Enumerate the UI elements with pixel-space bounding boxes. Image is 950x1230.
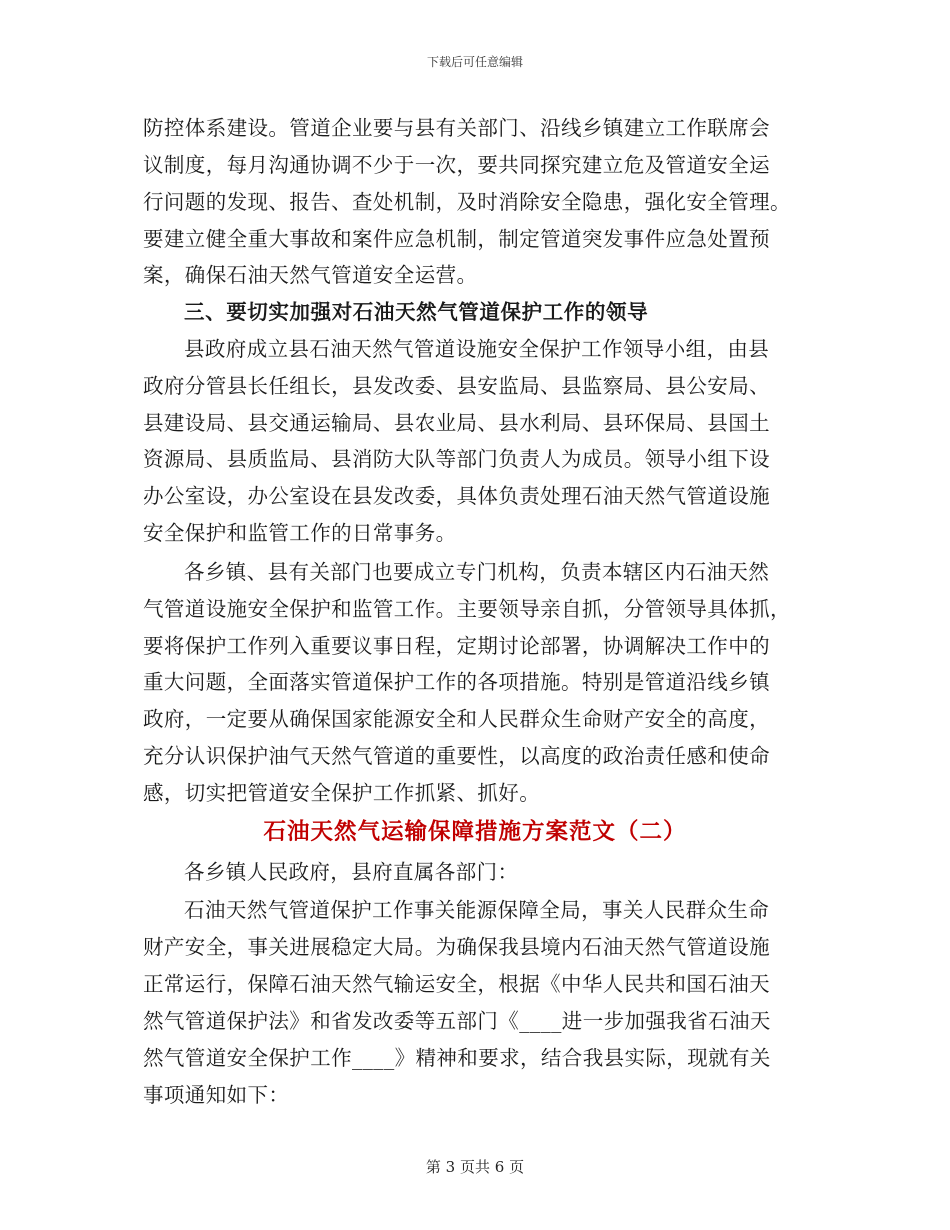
section-heading: 三、要切实加强对石油天然气管道保护工作的领导 [184, 300, 649, 324]
body-line: 正常运行，保障石油天然气输运安全，根据《中华人民共和国石油天 [143, 972, 770, 996]
body-line: 然气管道保护法》和省发改委等五部门《____进一步加强我省石油天 [143, 1009, 771, 1033]
body-line: 事项通知如下： [143, 1083, 290, 1107]
body-line: 要建立健全重大事故和案件应急机制，制定管道突发事件应急处置预 [143, 227, 770, 251]
body-line: 政府，一定要从确保国家能源安全和人民群众生命财产安全的高度， [143, 707, 770, 731]
body-line: 议制度，每月沟通协调不少于一次，要共同探究建立危及管道安全运 [143, 153, 770, 177]
body-line: 政府分管县长任组长，县发改委、县安监局、县监察局、县公安局、 [143, 374, 770, 398]
page-footer: 第 3 页共 6 页 [425, 1158, 525, 1176]
body-line: 财产安全，事关进展稳定大局。为确保我县境内石油天然气管道设施 [143, 935, 770, 959]
body-line: 安全保护和监管工作的日常事务。 [143, 521, 457, 545]
body-line: 充分认识保护油气天然气管道的重要性，以高度的政治责任感和使命 [143, 744, 770, 768]
body-line: 县建设局、县交通运输局、县农业局、县水利局、县环保局、县国土 [143, 411, 770, 435]
body-line: 重大问题，全面落实管道保护工作的各项措施。特别是管道沿线乡镇 [143, 670, 770, 694]
body-line: 然气管道安全保护工作____》精神和要求，结合我县实际，现就有关 [143, 1046, 771, 1070]
body-line: 气管道设施安全保护和监管工作。主要领导亲自抓，分管领导具体抓， [143, 597, 791, 621]
body-line: 防控体系建设。管道企业要与县有关部门、沿线乡镇建立工作联席会 [143, 116, 770, 140]
body-line: 县政府成立县石油天然气管道设施安全保护工作领导小组，由县 [184, 337, 770, 361]
page-header: 下载后可任意编辑 [426, 55, 523, 69]
body-line: 案，确保石油天然气管道安全运营。 [143, 263, 478, 287]
body-line: 办公室设，办公室设在县发改委，具体负责处理石油天然气管道设施 [143, 484, 770, 508]
body-line: 各乡镇人民政府，县府直属各部门： [184, 860, 519, 884]
body-line: 要将保护工作列入重要议事日程，定期讨论部署，协调解决工作中的 [143, 634, 770, 658]
body-line: 资源局、县质监局、县消防大队等部门负责人为成员。领导小组下设 [143, 447, 770, 471]
body-line: 石油天然气管道保护工作事关能源保障全局，事关人民群众生命 [184, 898, 770, 922]
body-line: 各乡镇、县有关部门也要成立专门机构，负责本辖区内石油天然 [184, 560, 770, 584]
body-line: 行问题的发现、报告、查处机制，及时消除安全隐患，强化安全管理。 [143, 190, 791, 214]
body-line: 感，切实把管道安全保护工作抓紧、抓好。 [143, 781, 541, 805]
section-title: 石油天然气运输保障措施方案范文（二） [263, 819, 687, 845]
